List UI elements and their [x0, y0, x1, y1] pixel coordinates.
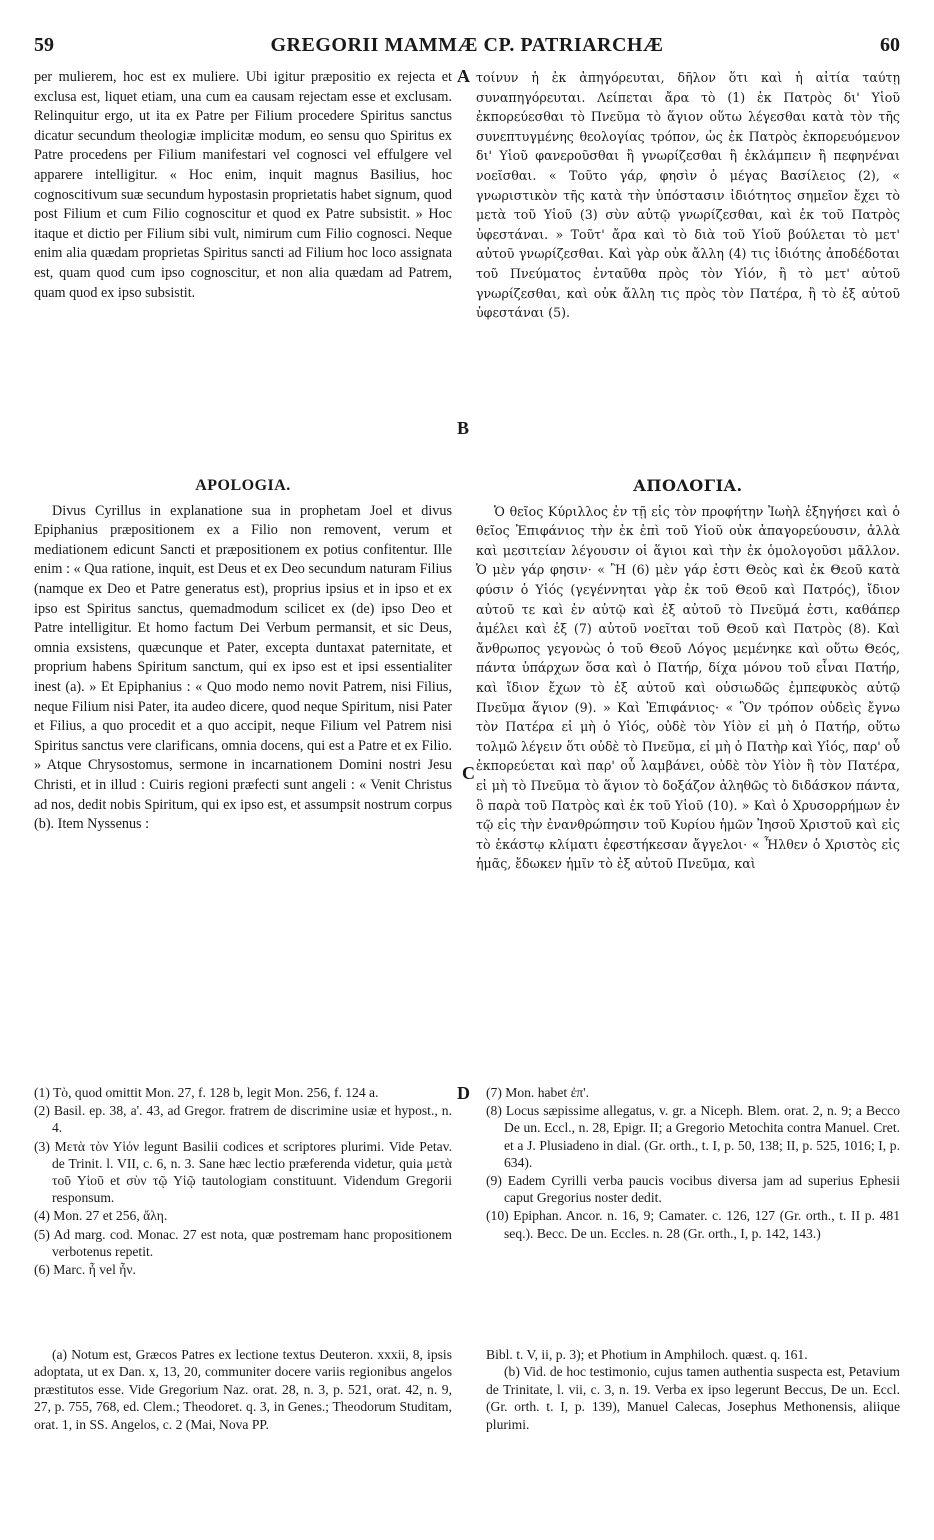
margin-marker-b: B [457, 418, 470, 438]
footnote: (3) Μετὰ τὸν Υἱόν legunt Basilii codices et scriptores plurimi. Vide Petav. de Trinit. l. VII, c. 6, n. 3. Sane hæc lectio præferenda videtur, quia μετὰ τοῦ Υἱοῦ et σὺν τῷ Υἱῷ tautologiam constituunt. Videndum Gregorii responsum. [34, 1138, 452, 1206]
footnote: (10) Epiphan. Ancor. n. 16, 9; Camater. c. 126, 127 (Gr. orth., t. II p. 481 seq.). Becc. De un. Eccles. n. 28 (Gr. orth., I, p. 142, 143.) [486, 1208, 900, 1241]
notes-right [486, 1346, 900, 1526]
greek-heading: ΑΠΟΛΟΓΙΑ. [633, 476, 743, 495]
footnote: (2) Basil. ep. 38, a'. 43, ad Gregor. fratrem de discrimine usiæ et hypost., n. 4. [34, 1103, 452, 1136]
notes-left [34, 1346, 452, 1526]
footnote: (9) Eadem Cyrilli verba paucis vocibus diversa jam ad superius Ephesii caput Gregorius noster dedit. [486, 1173, 900, 1206]
margin-marker-c: C [462, 763, 475, 783]
note-a: (a) Notum est, Græcos Patres ex lectione textus Deuteron. xxxii, 8, ipsis adoptata, ut ex Dan. x, 13, 20, communiter docere variis regionibus angelos præstitutos esse. Vide Gregorium Naz. orat. 28, n. 3, p. 521, orat. 42, n. 9, 27, p. 755, 768, ed. Clem.; Theodoret. q. 3, in Genes.; Theodorum Studitam, orat. 1, in SS. Angelos, c. 2 (Mai, Nova PP. [34, 1347, 452, 1432]
latin-heading: APOLOGIA. [195, 477, 291, 494]
footnote: (8) Locus sæpissime allegatus, v. gr. a Niceph. Blem. orat. 2, n. 9; a Becco De un. Eccl., n. 28, Epigr. II; a Gregorio Metochita contra Manuel. Cret. et a J. Plusiadeno in dial. (Gr. orth., t. I, p. 50, 138; II, p. 525, 1016; I, p. 634). [486, 1103, 900, 1170]
footnotes-left [34, 1084, 452, 1334]
footnote: (5) Ad marg. cod. Monac. 27 est nota, quæ postremam hanc propositionem verbotenus repetit. [34, 1226, 452, 1259]
page-number-left: 59 [34, 34, 54, 56]
footnote: (7) Mon. habet ἐπ'. [486, 1085, 589, 1100]
footnote: (1) Τὸ, quod omittit Mon. 27, f. 128 b, legit Mon. 256, f. 124 a. [34, 1085, 379, 1100]
footnote: (4) Mon. 27 et 256, ἄλη. [34, 1208, 168, 1224]
latin-column-top [34, 68, 452, 470]
greek-column-top [476, 68, 900, 456]
footnotes-right [486, 1084, 900, 1334]
note-b: (b) Vid. de hoc testimonio, cujus tamen authentia suspecta est, Petavium de Trinitate, l. vii, c. 3, n. 19. Verba ex ipso legerunt Beccus, De un. Eccl. (Gr. orth. t. I, p. 139), Manuel Calecas, Josephus Methonensis, aliique plurimi. [486, 1364, 900, 1432]
margin-marker-d: D [457, 1083, 470, 1103]
page-number-right: 60 [880, 34, 900, 56]
note-continuation: Bibl. t. V, ii, p. 3); et Photium in Amphiloch. quæst. q. 161. [486, 1347, 808, 1362]
greek-apologia-text: Ὁ θεῖος Κύριλλος ἐν τῇ εἰς τὸν προφήτην Ἰωὴλ ἐξηγήσει καὶ ὁ θεῖος Ἐπιφάνιος τὴν ἐκ ἐπὶ τοῦ Υἱοῦ οὐκ ἀπαγορεύουσιν, ἀλλὰ καὶ μεσιτείαν λέγουσιν οἱ ἅγιοι καὶ τὴν ἐκ ὁμολογοῦσι μᾶλλον. Ὁ μὲν γάρ φησιν· « Ἢ (6) μὲν γάρ ἐστι Θεὸς καὶ ἐκ Θεοῦ κατὰ φύσιν ὁ Υἱός (γεγέννηται γὰρ ἐκ τοῦ Θεοῦ καὶ Πατρός), ἴδιον αὐτοῦ τε καὶ ἐν αὐτῷ καὶ ἐξ αὐτοῦ τὸ Πνεῦμά ἐστι, καθάπερ ἀμέλει καὶ ἐξ (7) αὐτοῦ νοεῖται τοῦ Θεοῦ καὶ Πατρὸς (8). Καὶ ἄνθρωπος γεγονὼς ὁ τοῦ Θεοῦ Λόγος μεμένηκε καὶ οὕτω Θεός, πάντα ὑπάρχων ὅσα καὶ ὁ Πατήρ, δίχα μόνου τοῦ εἶναι Πατήρ, καὶ ἴδιον ἔχων τὸ ἐξ αὐτοῦ καὶ οὐσιωδῶς ἐμπεφυκὸς αὐτῷ Πνεῦμα ἅγιον (9). » Καὶ Ἐπιφάνιος· « Ὃν τρόπον οὐδεὶς ἔγνω τὸν Πατέρα εἰ μὴ ὁ Υἱός, οὐδὲ τὸν Υἱὸν εἰ μὴ ὁ Πατήρ, οὕτω τολμῶ λέγειν ὅτι οὐδὲ τὸ Πνεῦμα, εἰ μὴ ὁ Πατὴρ καὶ Υἱός, παρ' οὗ ἐκπορεύεται καὶ παρ' οὗ λαμβάνει, οὐδὲ τὸν Υἱὸν ἢ τὸν Πατέρα, εἰ μὴ τὸ Πνεῦμα τὸ ἅγιον τὸ δοξάζον ἀληθῶς τὸ διδάσκον πάντα, ὃ παρὰ τοῦ Πατρὸς καὶ ἐκ τοῦ Υἱοῦ (10). » Καὶ ὁ Χρυσορρήμων ἐν τῷ εἰς τὴν ἐνανθρώπησιν τοῦ Κυρίου ἡμῶν Ἰησοῦ Χριστοῦ καὶ εἰς τὸ ἑκάστῳ κλίματι ἐφεστήκεσαν ἄγγελοι· « Ἦλθεν ὁ Χριστὸς εἰς ἡμᾶς, ἔδωκεν ἡμῖν τὸ ἐξ αὐτοῦ Πνεῦμα, καὶ [476, 503, 900, 872]
latin-apologia-text: Divus Cyrillus in explanatione sua in prophetam Joel et divus Epiphanius præpositionem ex a Filio non removent, verum et mediationem edicunt Sancti et præpositionem ex potius confitentur. Ille enim : « Qua ratione, inquit, est Deus et ex Deo secundum naturam Filius (namque ex Deo et Patre generatus est), proprius ipsius et in ipso et ex ipso est Spiritus sanctus, quemadmodum scilicet ex (de) ipso Deo et Patre intelligitur. Et homo factum Dei Verbum permansit, et sic Deus, omnia exsistens, quæcunque et Pater, excepta duntaxat paternitate, et proprium habens Spiritum sanctum, qui ex ipso est et ipsi essentialiter inest (a). » Et Epiphanius : « Quo modo nemo novit Patrem, nisi Filius, neque Filium nisi Pater, ita audeo dicere, quod neque Spiritum, nisi Pater et Filius, a quo procedit et a quo accipit, neque Filium vel Patrem nisi Spiritus sanctus vere clarificans, omnia docens, qui est a Patre et ex Filio. » Atque Chrysostomus, sermone in incarnationem Domini nostri Jesu Christi, et in illud : Cuiris regioni præfecti sunt angeli : « Venit Christus ad nos, dedit nobis Spiritum, qui ex ipso est, et assumpsit nostrum corpus (b). Item Nyssenus : [34, 502, 452, 833]
footnote: (6) Marc. ἦ vel ἦν. [34, 1262, 136, 1278]
page-header [34, 34, 900, 58]
margin-marker-a: A [457, 66, 470, 86]
greek-top-text: τοίνυν ἡ ἐκ ἀπηγόρευται, δῆλον ὅτι καὶ ἡ αἰτία ταύτῃ συναπηγόρευται. Λείπεται ἄρα τὸ (1) ἐκ Πατρὸς δι' Υἱοῦ ἐκπορεύεσθαι τὸ Πνεῦμα τὸ ἅγιον οὕτω λέγεσθαι κατὰ τὸν τῆς συνεπτυγμένης θεολογίας τρόπον, ὡς ἐκ Πατρὸς ἐκπορευόμενον δι' Υἱοῦ φανεροῦσθαι ἢ γνωρίζεσθαι ἢ ἐκλάμπειν ἢ πεφηνέναι νοεῖσθαι. « Τοῦτο γάρ, φησὶν ὁ μέγας Βασίλειος (2), « γνωριστικὸν τῆς κατὰ τὴν ὑπόστασιν ἰδιότητος σημεῖον ἔχει τὸ μετὰ τοῦ Υἱοῦ (3) σὺν αὐτῷ γνωρίζεσθαι, καὶ ἐκ τοῦ Πατρὸς ὑφεστάναι. » Τοῦτ' ἄρα καὶ τὸ διὰ τοῦ Υἱοῦ βούλεται τὸ μετ' αὐτοῦ γνωρίζεσθαι. Καὶ γὰρ οὐκ ἄλλη (4) τις ἰδιότης ἀποδέδοται τοῦ Πνεύματος ἐνταῦθα πρὸς τὸν Υἱόν, ἢ τὸ μετ' αὐτοῦ γνωρίζεσθαι, καὶ οὐκ ἄλλη τις πρὸς τὸν Πατέρα, ἢ τὸ ἐξ αὐτοῦ ὑφεστάναι (5). [476, 70, 900, 321]
running-title: GREGORII MAMMÆ CP. PATRIARCHÆ [270, 34, 664, 56]
latin-top-text: per mulierem, hoc est ex muliere. Ubi igitur præpositio ex rejecta et exclusa est, liquet etiam, una cum ea causam rejectam esse et exclusam. Relinquitur ergo, ut ita ex Patre per Filium procedere Spiritus sanctus dicatur secundum theologiæ implicitæ modum, eo sensu quo Spiritus ex Patre procedens per Filium manifestari vel cognosci vel effulgere vel apparere intelligitur. « Hoc enim, inquit magnus Basilius, hoc cognoscitivum suæ secundum hypostasin proprietatis habet signum, quod post Filium et cum Filio cognoscitur et quod ex Patre subsistit. » Hoc itaque et dictio per Filium sibi vult, nimirum cum Filio cognosci. Neque enim alia quædam proprietas Spiritus sancti ad Filium hoc loco assignata est, quam quod cum ipso cognoscitur, et non alia quædam ad Patrem, quam quod ex ipso subsistit. [34, 69, 452, 301]
greek-column-apologia [476, 470, 900, 1070]
latin-column-apologia [34, 470, 452, 1070]
